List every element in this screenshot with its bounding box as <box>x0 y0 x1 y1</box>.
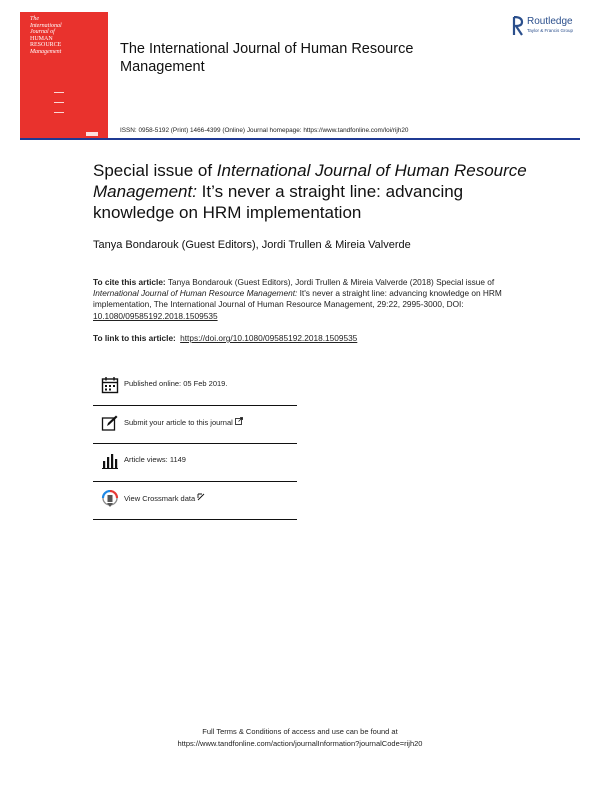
crossmark-icon <box>101 490 119 508</box>
journal-homepage-link[interactable]: https://www.tandfonline.com/loi/rijh20 <box>303 127 409 134</box>
journal-cover-image <box>20 12 108 140</box>
title-journal: International Journal of Human Resource Management: <box>93 161 527 201</box>
crossmark-row[interactable] <box>93 481 297 520</box>
cover-decoration <box>54 112 64 113</box>
article-doi-url[interactable]: https://doi.org/10.1080/09585192.2018.1509535 <box>180 333 358 343</box>
article-views-row <box>93 443 297 482</box>
journal-title: The International Journal of Human Resource Management <box>120 41 414 75</box>
publisher-tagline: Taylor & Francis Group <box>527 28 574 33</box>
cover-publisher-logo <box>86 132 98 136</box>
crossmark-text: View Crossmark data <box>124 494 196 503</box>
issn-line <box>120 127 408 134</box>
citation-part1: Tanya Bondarouk (Guest Editors), Jordi Trullen & Mireia Valverde (2018) Special issue of <box>165 277 495 287</box>
article-authors: Tanya Bondarouk (Guest Editors), Jordi Trullen & Mireia Valverde <box>93 239 411 251</box>
citation-label: To cite this article: <box>93 277 166 287</box>
title-suffix: It’s never a straight line: advancing knowledge on HRM implementation <box>93 182 464 222</box>
publisher-name: Routledge <box>527 16 573 27</box>
cover-title-line: HUMAN <box>30 35 53 42</box>
published-date: Published online: 05 Feb 2019. <box>124 379 228 388</box>
edit-icon <box>101 414 119 432</box>
cover-title-line: Journal of <box>30 29 55 35</box>
cover-title <box>30 16 96 55</box>
terms-url[interactable]: https://www.tandfonline.com/action/journalInformation?journalCode=rijh20 <box>177 739 423 748</box>
citation-journal: International Journal of Human Resource Management: <box>93 288 298 299</box>
cover-decoration <box>54 102 64 103</box>
crossmark-link[interactable] <box>124 493 205 503</box>
cover-title-line: International <box>30 22 62 29</box>
article-views: Article views: 1149 <box>124 455 186 464</box>
calendar-icon <box>101 376 119 394</box>
submit-article-row[interactable] <box>93 405 297 444</box>
doi-link[interactable]: 10.1080/09585192.2018.1509535 <box>93 310 218 321</box>
crossmark-small-icon <box>197 493 205 501</box>
cover-title-line: The <box>30 16 39 22</box>
cover-title-line: Management <box>30 48 62 55</box>
issn-text: ISSN: 0958-5192 (Print) 1466-4399 (Online) Journal homepage: <box>120 127 302 134</box>
bar-chart-icon <box>101 452 119 470</box>
published-online-row <box>93 367 297 406</box>
header-divider <box>20 138 580 140</box>
routledge-icon <box>512 16 524 36</box>
submit-article-text: Submit your article to this journal <box>124 418 233 427</box>
terms-line: Full Terms & Conditions of access and use can be found at <box>202 727 398 736</box>
cover-decoration <box>54 92 64 93</box>
title-prefix: Special issue of <box>93 161 217 180</box>
citation-block <box>93 277 523 322</box>
link-label: To link to this article: <box>93 333 176 343</box>
external-link-icon <box>235 417 243 425</box>
cover-title-line: RESOURCE <box>30 42 62 48</box>
article-title <box>93 160 533 223</box>
submit-article-link[interactable] <box>124 417 243 427</box>
citation-part2: It's never a straight line: advancing knowledge on HRM implementation, The International Journal of Human Resource Management, 29:22, 2995-3000, DOI: <box>93 288 502 310</box>
article-link-line <box>93 333 357 343</box>
